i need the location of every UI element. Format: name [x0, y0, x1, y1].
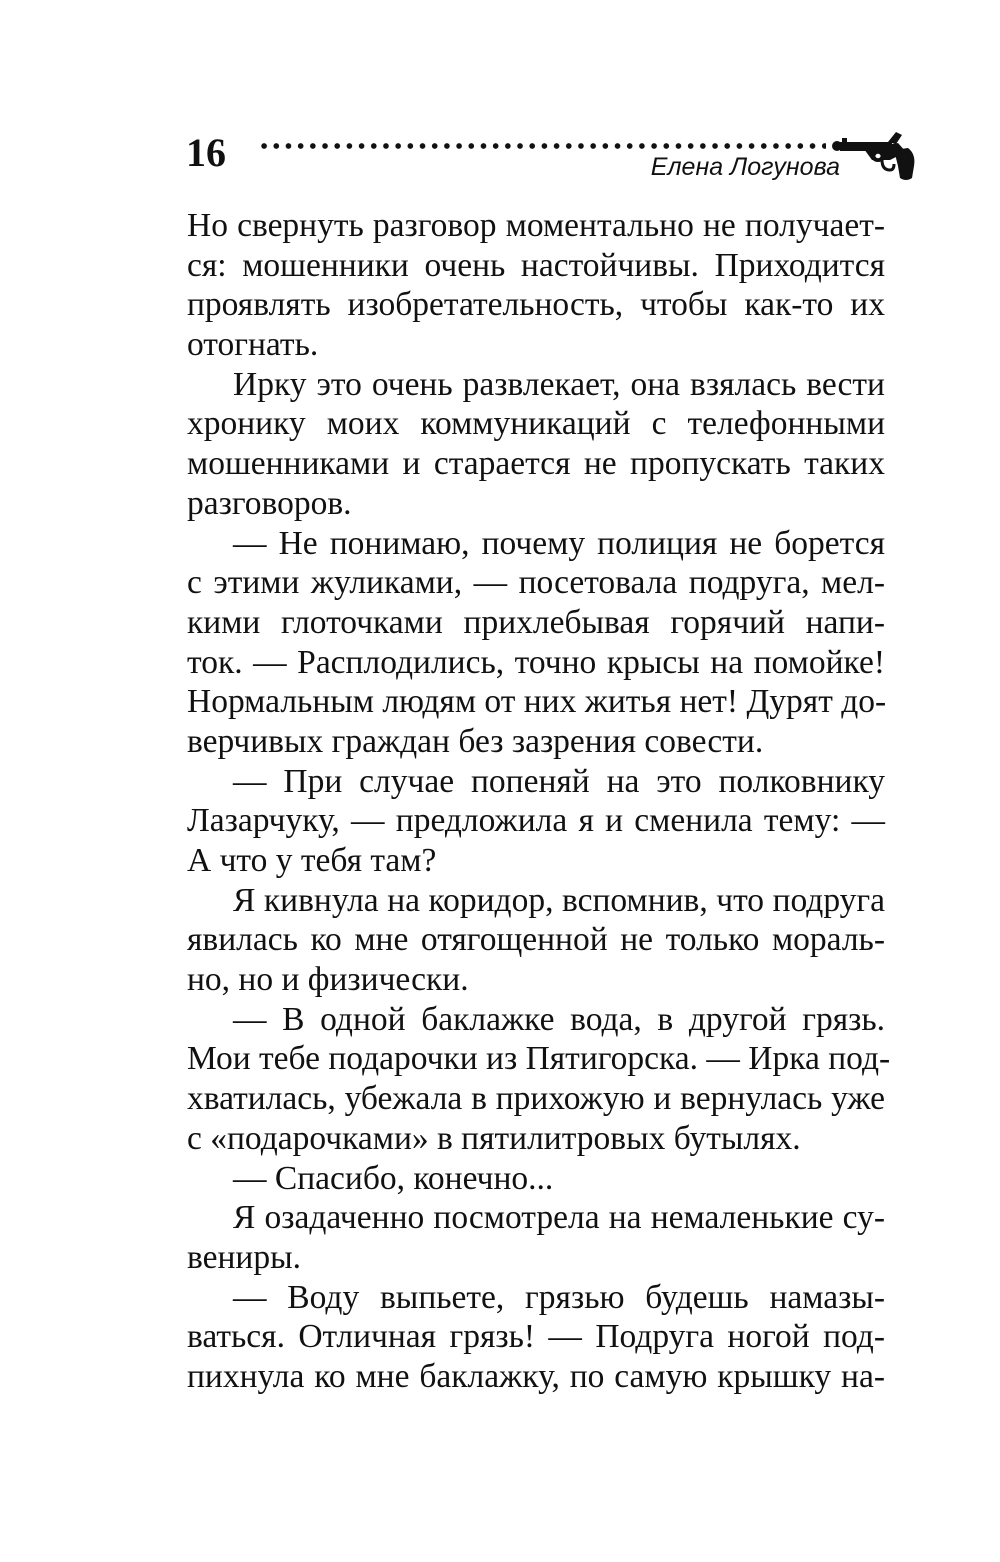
text-line: с «подарочками» в пятилитровых бутылях.: [187, 1119, 801, 1157]
text-line: мошенниками и старается не пропускать таких: [187, 445, 885, 483]
paragraph: [187, 1000, 891, 1159]
text-line: ся: мошенники очень настойчивы. Приходится: [187, 246, 885, 284]
text-line: кими глоточками прихлебывая горячий напи-: [187, 603, 885, 641]
text-line: верчивых граждан без зазрения совести.: [187, 722, 764, 760]
text-line: — Воду выпьете, грязью будешь намазы-: [233, 1278, 885, 1316]
text-line: вениры.: [187, 1238, 301, 1276]
running-head-author: Елена Логунова: [650, 153, 840, 181]
text-line: Я кивнула на коридор, вспомнив, что подруга: [233, 881, 885, 919]
paragraph: [187, 1278, 885, 1397]
page-header: [0, 0, 1000, 200]
page-number: 16: [186, 130, 226, 175]
text-line: разговоров.: [187, 484, 352, 522]
text-line: но, но и физически.: [187, 961, 469, 999]
revolver-icon: [838, 126, 918, 184]
body-text: [187, 206, 891, 1397]
text-line: А что у тебя там?: [187, 842, 437, 879]
text-line: ток. — Расплодились, точно крысы на помойке!: [187, 643, 885, 681]
paragraph: [187, 881, 885, 1000]
text-line: проявлять изобретательность, чтобы как-то их: [187, 286, 885, 324]
text-line: ваться. Отличная грязь! — Подруга ногой под-: [187, 1318, 885, 1356]
text-line: пихнула ко мне баклажку, по самую крышку на-: [187, 1357, 885, 1395]
paragraph: [187, 1198, 885, 1277]
text-line: явилась ко мне отягощенной не только мораль-: [187, 921, 885, 959]
dotted-rule: [258, 142, 826, 150]
text-line: — В одной баклажке вода, в другой грязь.: [233, 1000, 885, 1038]
text-line: отогнать.: [187, 326, 319, 364]
paragraph: [187, 365, 885, 524]
paragraph: [187, 206, 885, 365]
paragraph: [187, 762, 885, 881]
text-line: Нормальным людям от них житья нет! Дурят до-: [187, 683, 887, 721]
text-line: — При случае попеняй на это полковнику: [233, 762, 885, 800]
text-line: Ирку это очень развлекает, она взялась вести: [233, 365, 885, 403]
text-line: Но свернуть разговор моментально не получает-: [187, 207, 885, 244]
text-line: Я озадаченно посмотрела на немаленькие су-: [233, 1199, 885, 1237]
text-line: — Не понимаю, почему полиция не борется: [233, 524, 885, 562]
text-line: с этими жуликами, — посетовала подруга, мел-: [187, 564, 885, 602]
text-line: Лазарчуку, — предложила я и сменила тему: —: [187, 802, 885, 840]
text-line: Мои тебе подарочки из Пятигорска. — Ирка под-: [187, 1040, 891, 1078]
text-line: — Спасибо, конечно...: [233, 1159, 554, 1197]
paragraph: [187, 1159, 885, 1199]
paragraph: [187, 524, 885, 762]
text-line: хватилась, убежала в прихожую и вернулась уже: [187, 1080, 885, 1118]
text-line: хронику моих коммуникаций с телефонными: [187, 405, 885, 443]
